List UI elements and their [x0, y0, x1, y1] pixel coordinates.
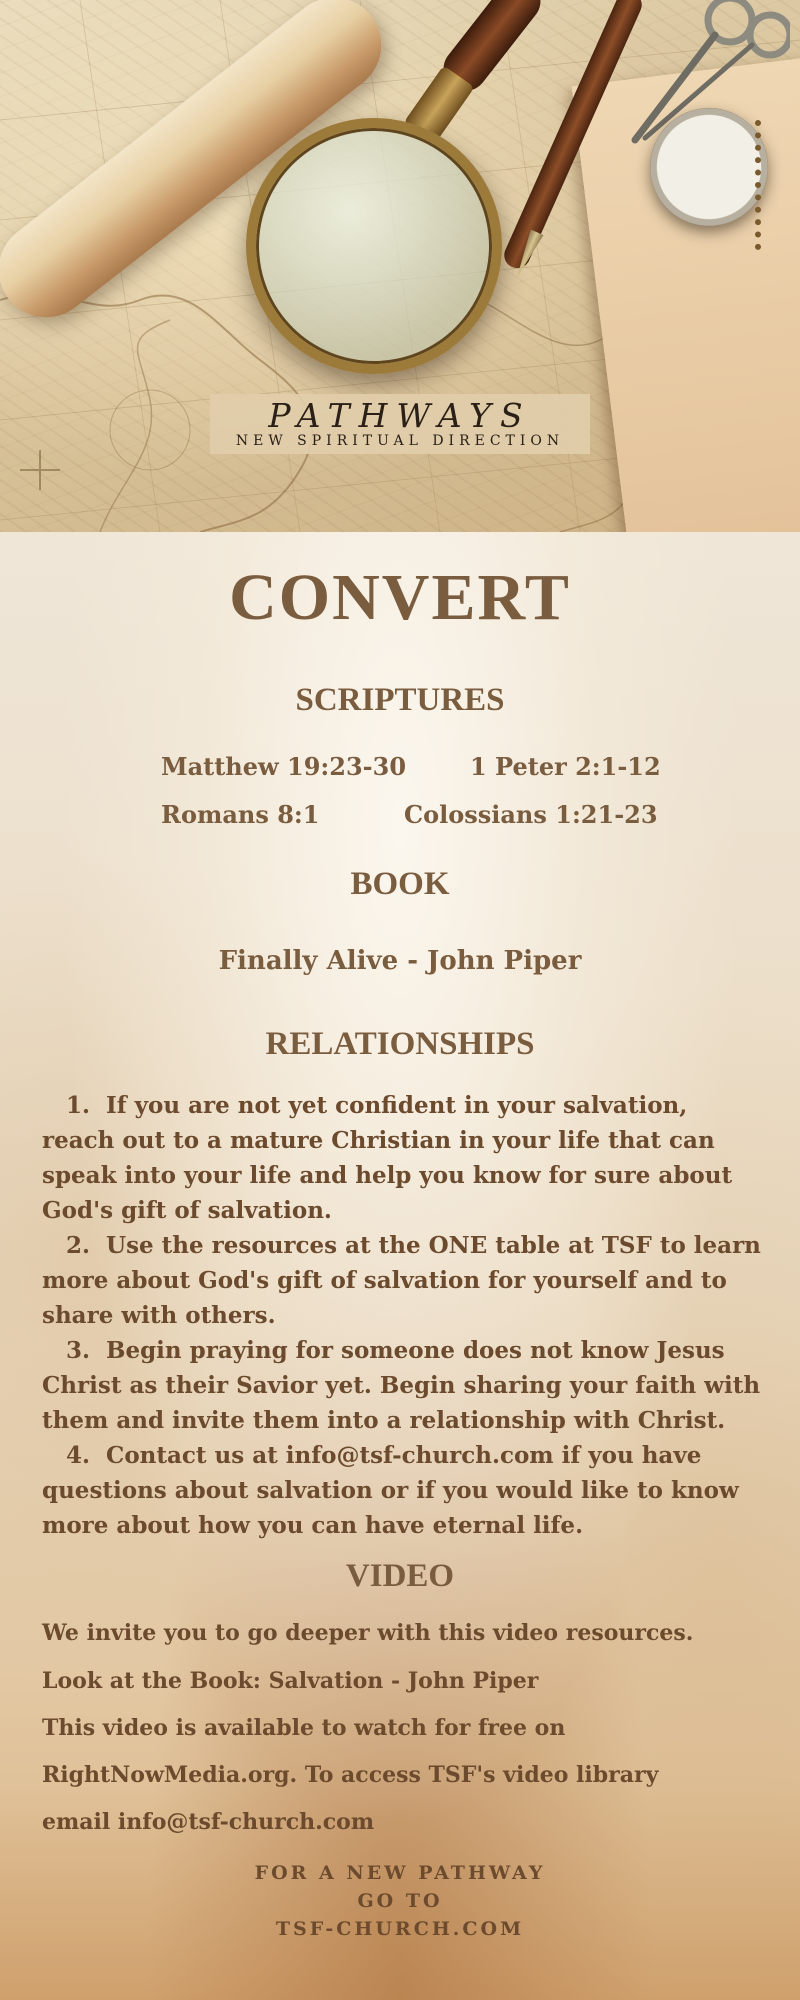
list-text: Contact us at info@tsf-church.com if you have questions about salvation or if you would like to know more about how you can have eternal life.	[42, 1442, 739, 1539]
list-item	[42, 1088, 762, 1228]
list-number: 1.	[65, 1092, 90, 1119]
video-text: email info@tsf-church.com	[42, 1809, 375, 1835]
list-item	[42, 1228, 762, 1333]
scripture-ref: 1 Peter 2:1-12	[470, 752, 661, 781]
list-number: 4.	[65, 1442, 90, 1469]
book-title: Finally Alive - John Piper	[218, 946, 582, 976]
footer-line: GO TO	[357, 1890, 443, 1912]
list-text: Begin praying for someone does not know Jesus Christ as their Savior yet. Begin sharing your faith with them and invite them into a relationship with Christ.	[42, 1337, 761, 1434]
list-item	[42, 1438, 762, 1543]
scripture-ref: Romans 8:1	[161, 800, 320, 829]
list-item	[42, 1333, 762, 1438]
hero-title: PATHWAYS	[268, 396, 532, 435]
hero-title-box	[210, 394, 590, 454]
video-text: Look at the Book: Salvation - John Piper	[42, 1668, 539, 1694]
video-text: RightNowMedia.org. To access TSF's video library	[42, 1762, 659, 1788]
parchment-body	[0, 532, 800, 2000]
relationships-list	[42, 1088, 762, 1543]
hero-image	[0, 0, 800, 532]
footer-link[interactable]: TSF-CHURCH.COM	[275, 1918, 525, 1940]
magnifying-glass	[246, 118, 502, 374]
scriptures-heading: SCRIPTURES	[295, 682, 505, 718]
list-text: Use the resources at the ONE table at TSF to learn more about God's gift of salvation for yourself and to share with others.	[42, 1232, 761, 1329]
list-text: If you are not yet confident in your salvation, reach out to a mature Christian in your life that can speak into your life and help you know for sure about God's gift of salvation.	[42, 1092, 733, 1224]
relationships-heading: RELATIONSHIPS	[265, 1026, 535, 1062]
list-number: 2.	[65, 1232, 90, 1259]
hero-subtitle: NEW SPIRITUAL DIRECTION	[235, 433, 565, 449]
watch-chain	[755, 120, 791, 250]
video-text: This video is available to watch for free on	[42, 1715, 566, 1741]
scripture-ref: Matthew 19:23-30	[161, 752, 407, 781]
footer-line: FOR A NEW PATHWAY	[254, 1862, 546, 1884]
list-number: 3.	[65, 1337, 90, 1364]
video-text: We invite you to go deeper with this video resources.	[42, 1620, 694, 1646]
pocket-watch-icon	[650, 108, 768, 226]
book-heading: BOOK	[350, 866, 450, 902]
video-heading: VIDEO	[345, 1558, 455, 1594]
scripture-ref: Colossians 1:21-23	[404, 800, 658, 829]
page-title: CONVERT	[229, 561, 571, 634]
